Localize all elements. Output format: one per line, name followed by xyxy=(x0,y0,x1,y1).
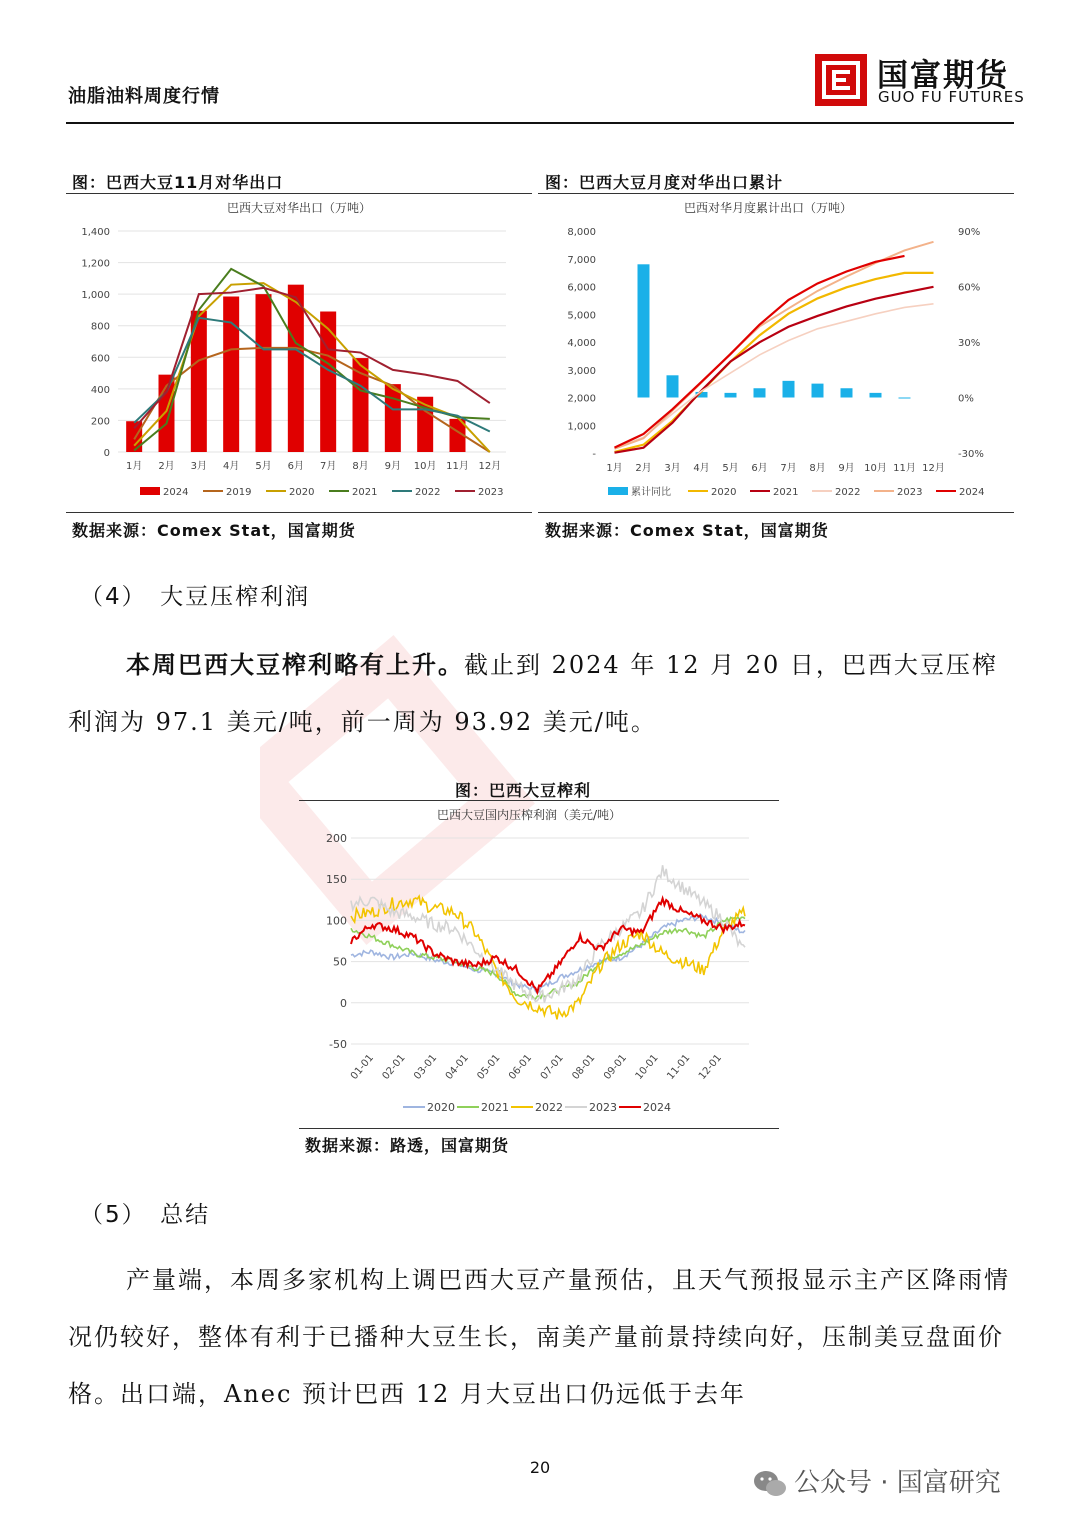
x-tick-label: 04-01 xyxy=(443,1052,471,1082)
y2-tick-label: -30% xyxy=(958,449,984,460)
y2-tick-label: 0% xyxy=(958,393,974,405)
y-tick-label: 200 xyxy=(90,416,110,428)
legend-label-yoy: 累计同比 xyxy=(631,487,671,498)
x-tick-label: 10-01 xyxy=(633,1052,661,1082)
y-tick-label: 200 xyxy=(326,832,347,845)
y2-tick-label: 60% xyxy=(958,282,981,294)
bar-2024 xyxy=(320,312,336,452)
y-tick-label: 6,000 xyxy=(567,282,596,294)
x-tick-label: 12-01 xyxy=(696,1052,724,1082)
chart-title: 巴西对华月度累计出口（万吨） xyxy=(683,201,853,215)
bar-yoy xyxy=(754,388,766,397)
y-tick-label: 5,000 xyxy=(567,310,596,322)
y-tick-label: 600 xyxy=(90,353,110,365)
bar-2024 xyxy=(126,421,142,452)
y-tick-label: -50 xyxy=(329,1038,347,1051)
bar-yoy xyxy=(783,381,795,398)
chart-title: 巴西大豆国内压榨利润（美元/吨） xyxy=(436,808,622,822)
y-tick-label: 150 xyxy=(326,873,347,887)
x-tick-label: 11月 xyxy=(893,463,916,474)
guofu-logo-icon xyxy=(815,54,867,106)
chart-monthly-exports xyxy=(66,195,532,510)
x-tick-label: 8月 xyxy=(809,463,826,474)
x-tick-label: 03-01 xyxy=(412,1052,440,1082)
legend-label-2020: 2020 xyxy=(711,487,737,498)
x-tick-label: 3月 xyxy=(190,461,208,472)
line-2023 xyxy=(134,288,490,428)
x-tick-label: 05-01 xyxy=(475,1052,503,1082)
section-4-heading: （4） 大豆压榨利润 xyxy=(80,584,311,610)
legend-swatch-2024 xyxy=(140,487,160,495)
legend-label-2024: 2024 xyxy=(643,1101,671,1114)
x-tick-label: 4月 xyxy=(693,463,710,474)
line-2020 xyxy=(134,283,490,452)
x-tick-label: 06-01 xyxy=(507,1052,535,1082)
x-tick-label: 02-01 xyxy=(380,1052,408,1082)
y-tick-label: 0 xyxy=(340,996,347,1010)
figure-title-center: 图：巴西大豆榨利 xyxy=(455,781,592,800)
header-divider xyxy=(66,122,1014,124)
y-tick-label: 7,000 xyxy=(567,254,596,266)
x-tick-label: 1月 xyxy=(125,461,143,472)
logo-english-name: GUO FU FUTURES xyxy=(878,88,1025,106)
y-tick-label: 1,200 xyxy=(81,258,110,270)
section-4-paragraph xyxy=(68,636,1014,751)
chart-crush-margin xyxy=(299,802,779,1124)
logo-chinese-name: 国富期货 xyxy=(877,58,1009,94)
line-2019 xyxy=(134,348,490,452)
line-2022 xyxy=(134,318,490,432)
legend-label-2020: 2020 xyxy=(427,1101,455,1114)
bar-yoy xyxy=(899,398,911,399)
line-2024 xyxy=(351,899,745,993)
y-tick-label: 2,000 xyxy=(567,393,596,405)
bar-2024 xyxy=(223,297,239,452)
section-4-lead: 本周巴西大豆榨利略有上升。 xyxy=(126,650,464,679)
section-5-heading: （5） 总结 xyxy=(80,1202,211,1228)
line-2024 xyxy=(615,256,905,448)
x-tick-label: 7月 xyxy=(780,463,797,474)
y-tick-label: 100 xyxy=(326,914,347,928)
wechat-icon xyxy=(752,1469,788,1499)
legend-label-2024: 2024 xyxy=(163,487,189,498)
figure-rule-right xyxy=(538,193,1014,194)
bar-yoy xyxy=(725,393,737,398)
bar-2024 xyxy=(288,285,304,452)
x-tick-label: 11月 xyxy=(446,461,469,472)
x-tick-label: 5月 xyxy=(722,463,739,474)
legend-swatch-yoy xyxy=(608,487,628,495)
x-tick-label: 2月 xyxy=(158,461,175,472)
chart-title: 巴西大豆对华出口（万吨） xyxy=(226,201,372,215)
y-tick-label: 1,000 xyxy=(81,290,110,302)
x-tick-label: 8月 xyxy=(352,461,369,472)
y-tick-label: 4,000 xyxy=(567,338,596,349)
x-tick-label: 6月 xyxy=(751,463,768,474)
legend-label-2020: 2020 xyxy=(289,487,315,498)
bar-yoy xyxy=(667,375,679,397)
y-tick-label: 400 xyxy=(90,384,110,396)
x-tick-label: 9月 xyxy=(384,461,402,472)
figure-rule-center xyxy=(299,800,779,801)
document-header-title: 油脂油料周度行情 xyxy=(68,86,220,107)
figure-source-left: 数据来源：Comex Stat，国富期货 xyxy=(72,521,356,540)
x-tick-label: 09-01 xyxy=(601,1052,630,1082)
legend-label-2021: 2021 xyxy=(773,487,799,498)
figure-rule-center-bottom xyxy=(299,1128,779,1129)
y-tick-label: 1,000 xyxy=(567,421,596,433)
x-tick-label: 2月 xyxy=(635,463,652,474)
legend-label-2022: 2022 xyxy=(415,487,441,498)
y-tick-label: 1,400 xyxy=(81,227,110,238)
y-tick-label: 8,000 xyxy=(567,227,596,238)
y-tick-label: 0 xyxy=(103,448,110,459)
section-4-body: 截止到 2024 年 12 月 20 日，巴西大豆压榨利润为 97.1 美元/吨，前一周为 93.92 美元/吨。 xyxy=(68,651,998,736)
bar-yoy xyxy=(638,264,650,397)
y-tick-label: 50 xyxy=(333,955,347,969)
x-tick-label: 7月 xyxy=(319,461,337,472)
x-tick-label: 10月 xyxy=(413,461,437,472)
y2-tick-label: 30% xyxy=(958,338,981,349)
y2-tick-label: 90% xyxy=(958,227,981,238)
legend-label-2019: 2019 xyxy=(226,487,252,498)
page-number: 20 xyxy=(529,1458,551,1477)
x-tick-label: 4月 xyxy=(222,461,240,472)
line-2020 xyxy=(615,273,934,452)
legend-label-2021: 2021 xyxy=(352,487,378,498)
figure-source-right: 数据来源：Comex Stat，国富期货 xyxy=(545,521,829,540)
bar-2024 xyxy=(385,384,401,452)
y-tick-label: 800 xyxy=(90,321,110,333)
bar-2024 xyxy=(256,294,272,452)
x-tick-label: 12月 xyxy=(478,461,502,472)
figure-title-right: 图：巴西大豆月度对华出口累计 xyxy=(545,173,784,192)
x-tick-label: 12月 xyxy=(922,463,945,474)
legend-label-2021: 2021 xyxy=(481,1101,509,1114)
x-tick-label: 07-01 xyxy=(538,1052,566,1082)
figure-rule-left xyxy=(66,193,532,194)
section-5-paragraph: 产量端，本周多家机构上调巴西大豆产量预估，且天气预报显示主产区降雨情况仍较好，整体有利于已播种大豆生长，南美产量前景持续向好，压制美豆盘面价格。出口端，Anec 预计巴西 12 月大豆出口仍远低于去年 xyxy=(68,1266,1010,1408)
x-tick-label: 01-01 xyxy=(348,1052,376,1082)
wechat-account xyxy=(752,1462,1001,1499)
wechat-account-name: 公众号 · 国富研究 xyxy=(794,1468,1001,1498)
y-tick-label: 3,000 xyxy=(567,365,596,377)
x-tick-label: 11-01 xyxy=(665,1052,693,1082)
x-tick-label: 08-01 xyxy=(570,1052,598,1082)
bar-yoy xyxy=(870,393,882,398)
figure-title-left: 图：巴西大豆11月对华出口 xyxy=(72,173,284,192)
figure-rule-left-bottom xyxy=(66,512,532,513)
legend-label-2023: 2023 xyxy=(897,487,923,498)
figure-rule-right-bottom xyxy=(538,512,1014,513)
bar-yoy xyxy=(841,388,853,397)
chart-cumulative-exports xyxy=(538,195,1014,510)
x-tick-label: 6月 xyxy=(287,461,305,472)
legend-label-2022: 2022 xyxy=(835,487,861,498)
x-tick-label: 1月 xyxy=(606,463,623,474)
x-tick-label: 3月 xyxy=(664,463,681,474)
legend-label-2023: 2023 xyxy=(589,1101,617,1114)
x-tick-label: 10月 xyxy=(864,463,887,474)
x-tick-label: 9月 xyxy=(838,463,855,474)
legend-label-2024: 2024 xyxy=(959,487,985,498)
y-tick-label: - xyxy=(592,449,596,460)
legend-label-2022: 2022 xyxy=(535,1101,563,1114)
x-tick-label: 5月 xyxy=(255,461,272,472)
figure-source-center: 数据来源：路透，国富期货 xyxy=(305,1136,510,1155)
legend-label-2023: 2023 xyxy=(478,487,504,498)
bar-yoy xyxy=(812,384,824,398)
guofu-logo xyxy=(815,52,1025,108)
